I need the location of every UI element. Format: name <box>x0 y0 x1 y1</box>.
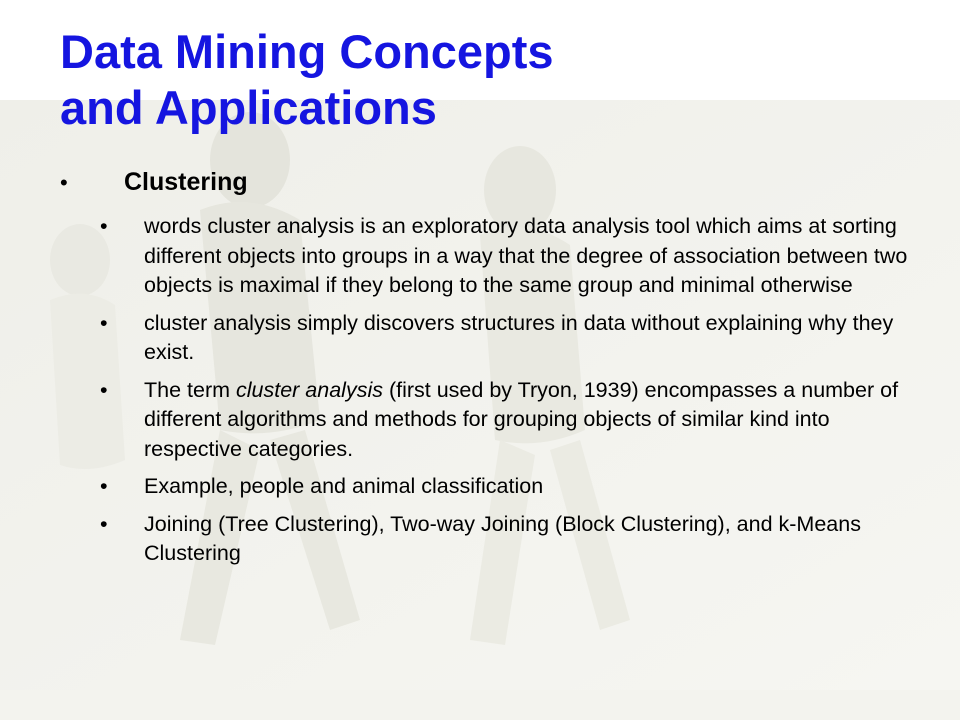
title-line-1: Data Mining Concepts <box>60 25 554 78</box>
text-run: The term <box>144 377 236 402</box>
bullet-list <box>60 212 940 569</box>
list-item <box>60 212 940 301</box>
bullet-icon: • <box>100 310 108 335</box>
list-item <box>60 309 940 368</box>
list-item <box>60 510 940 569</box>
bullet-icon: • <box>60 170 68 195</box>
list-item-text: cluster analysis simply discovers structures in data without explaining why they exist. <box>144 310 894 364</box>
list-item <box>60 472 940 502</box>
section-heading-row <box>60 168 940 204</box>
list-item-text: Example, people and animal classification <box>144 474 544 498</box>
bullet-icon: • <box>100 511 108 536</box>
bullet-icon: • <box>100 377 108 402</box>
list-item-text: Joining (Tree Clustering), Two-way Joining (Block Clustering), and k-Means Clustering <box>144 511 861 565</box>
section-heading: Clustering <box>124 168 248 196</box>
italic-term: cluster analysis <box>236 377 383 402</box>
list-item-text <box>144 376 914 465</box>
text-run: (first used by Tryon, 1939) encompasses a number of different algorithms and methods for grouping objects of similar kind into respective categories. <box>144 377 899 461</box>
list-item <box>60 376 940 465</box>
list-item-text: words cluster analysis is an exploratory data analysis tool which aims at sorting different objects into groups in a way that the degree of association between two objects is maximal if they belong to the same group and minimal otherwise <box>144 214 908 297</box>
slide-title <box>60 24 554 136</box>
bullet-icon: • <box>100 474 108 498</box>
title-line-2: and Applications <box>60 81 437 134</box>
slide-body <box>60 168 940 569</box>
bullet-icon: • <box>100 214 108 238</box>
